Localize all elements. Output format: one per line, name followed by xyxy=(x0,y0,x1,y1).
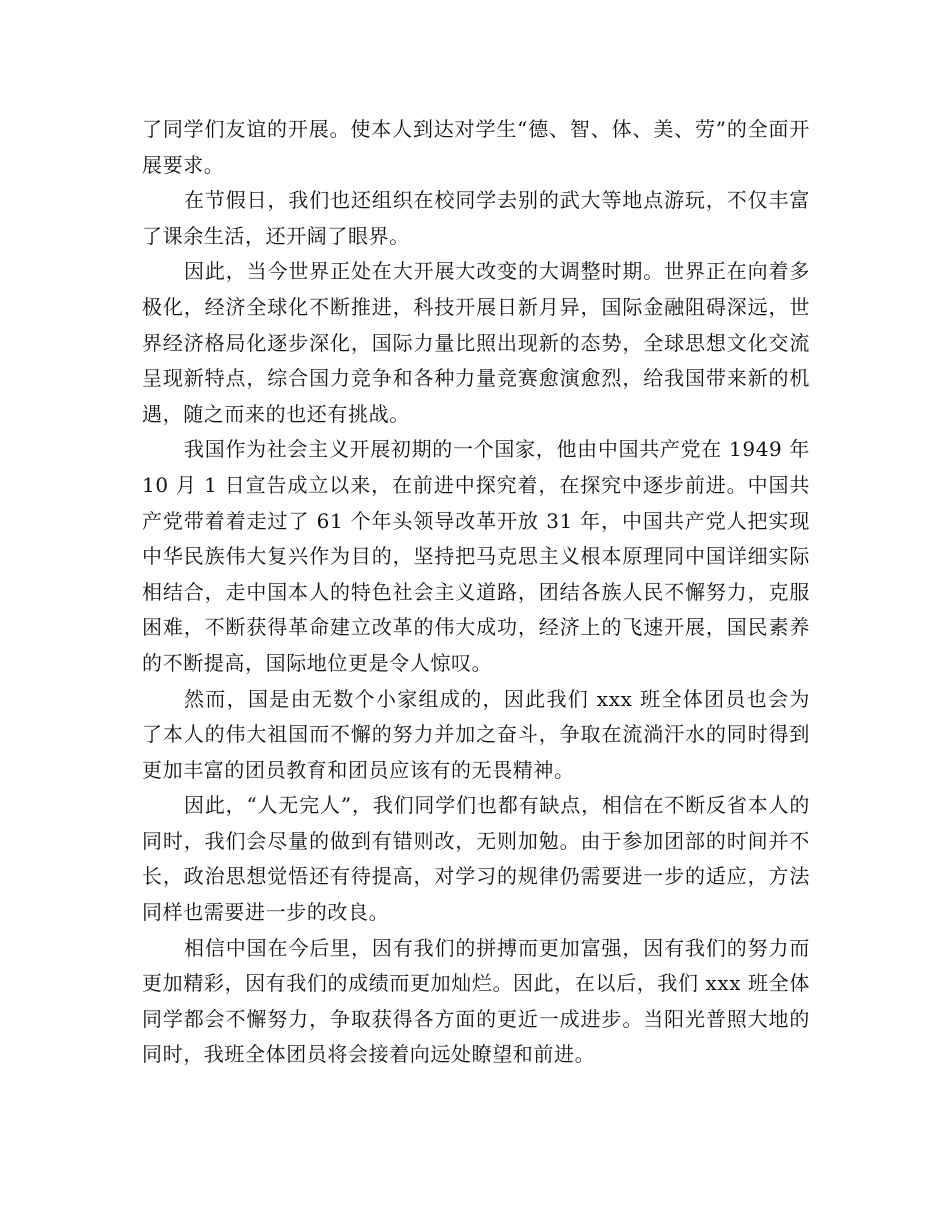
paragraph-4: 我国作为社会主义开展初期的一个国家，他由中国共产党在 1949 年 10 月 1 日宣告成立以来，在前进中探究着，在探究中逐步前进。中国共产党带着着走过了 61 个年头领导改革开放 31 年，中国共产党人把实现中华民族伟大复兴作为目的，坚持把马克思主义根本原理同中国详细实际相结合，走中国本人的特色社会主义道路，团结各族人民不懈努力，克服困难，不断获得革命建立改革的伟大成功，经济上的飞速开展，国民素养的不断提高，国际地位更是令人惊叹。 xyxy=(142,437,810,675)
paragraph-5: 然而，国是由无数个小家组成的，因此我们 xxx 班全体团员也会为了本人的伟大祖国而不懈的努力并加之奋斗，争取在流淌汗水的同时得到更加丰富的团员教育和团员应该有的无畏精神。 xyxy=(142,686,810,782)
paragraph-7: 相信中国在今后里，因有我们的拼搏而更加富强，因有我们的努力而更加精彩，因有我们的成绩而更加灿烂。因此，在以后，我们 xxx 班全体同学都会不懈努力，争取获得各方面的更近一成进步。当阳光普照大地的同时，我班全体团员将会接着向远处瞭望和前进。 xyxy=(142,935,810,1067)
paragraph-3: 因此，当今世界正处在大开展大改变的大调整时期。世界正在向着多极化，经济全球化不断推进，科技开展日新月异，国际金融阻碍深远，世界经济格局化逐步深化，国际力量比照出现新的态势，全球思想文化交流呈现新特点，综合国力竞争和各种力量竞赛愈演愈烈，给我国带来新的机遇，随之而来的也还有挑战。 xyxy=(142,259,810,426)
paragraph-1: 了同学们友谊的开展。使本人到达对学生“德、智、体、美、劳”的全面开展要求。 xyxy=(142,117,810,177)
paragraph-2: 在节假日，我们也还组织在校同学去别的武大等地点游玩，不仅丰富了课余生活，还开阔了眼界。 xyxy=(142,188,810,248)
document-body xyxy=(142,112,810,1073)
paragraph-6: 因此，“人无完人”，我们同学们也都有缺点，相信在不断反省本人的同时，我们会尽量的做到有错则改，无则加勉。由于参加团部的时间并不长，政治思想觉悟还有待提高，对学习的规律仍需要进一步的适应，方法同样也需要进一步的改良。 xyxy=(142,793,810,925)
